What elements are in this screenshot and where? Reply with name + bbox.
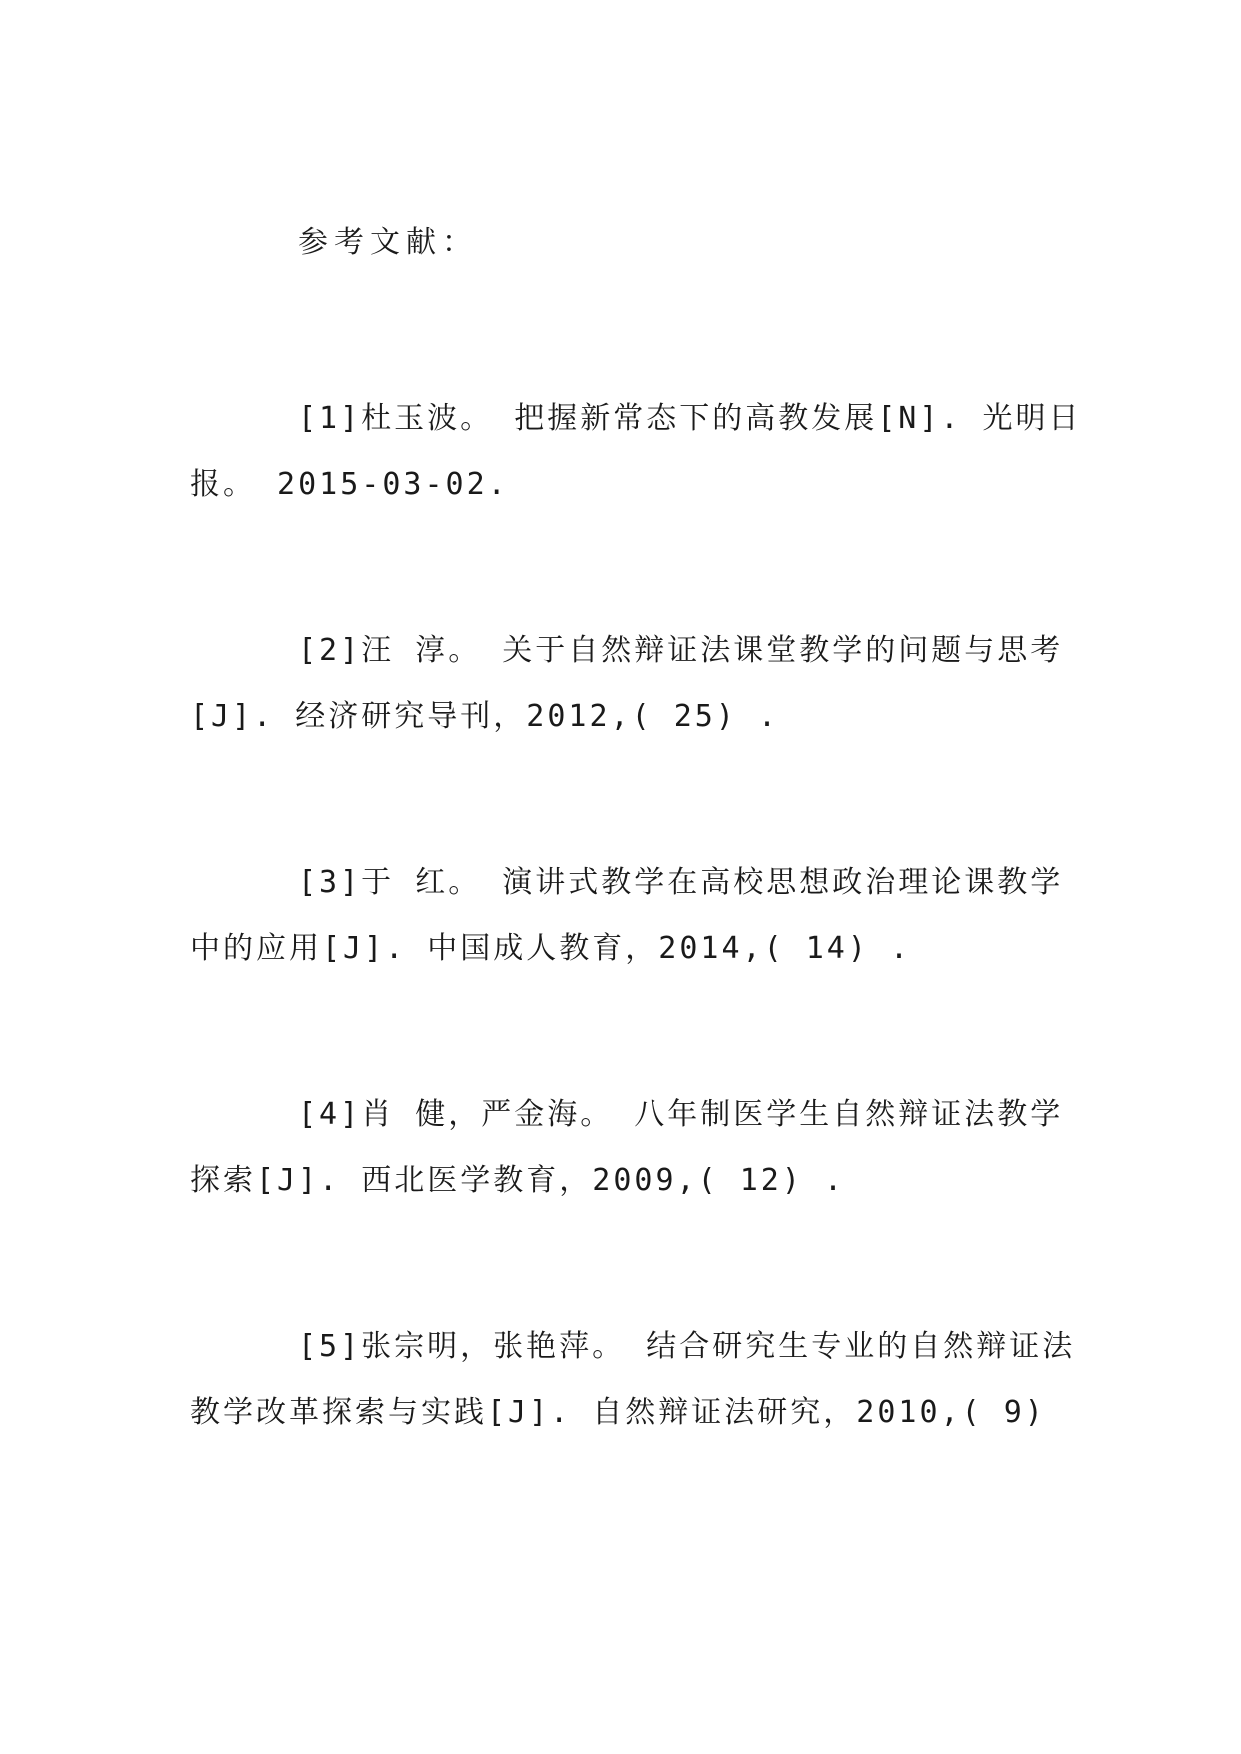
reference-1-line-2: 报。 2015-03-02. (190, 467, 509, 502)
reference-2-line-2: [J]. 经济研究导刊，2012,( 25) . (190, 699, 780, 734)
reference-2-line-1: [2]汪 淳。 关于自然辩证法课堂教学的问题与思考 (298, 633, 1064, 668)
reference-3-line-1: [3]于 红。 演讲式教学在高校思想政治理论课教学 (298, 865, 1064, 900)
reference-5-line-1: [5]张宗明，张艳萍。 结合研究生专业的自然辩证法 (298, 1329, 1076, 1364)
reference-entry-4 (190, 1082, 1064, 1214)
reference-entry-1 (190, 386, 1082, 518)
reference-4-line-1: [4]肖 健，严金海。 八年制医学生自然辩证法教学 (298, 1097, 1064, 1132)
reference-1-line-1: [1]杜玉波。 把握新常态下的高教发展[N]. 光明日 (298, 401, 1082, 436)
reference-entry-2 (190, 618, 1064, 750)
reference-5-line-2: 教学改革探索与实践[J]. 自然辩证法研究，2010,( 9) (190, 1395, 1046, 1430)
reference-4-line-2: 探索[J]. 西北医学教育，2009,( 12) . (190, 1163, 846, 1198)
references-heading: 参考文献： (298, 225, 478, 260)
reference-entry-3 (190, 850, 1064, 982)
reference-3-line-2: 中的应用[J]. 中国成人教育，2014,( 14) . (190, 931, 912, 966)
reference-entry-5 (190, 1314, 1076, 1446)
